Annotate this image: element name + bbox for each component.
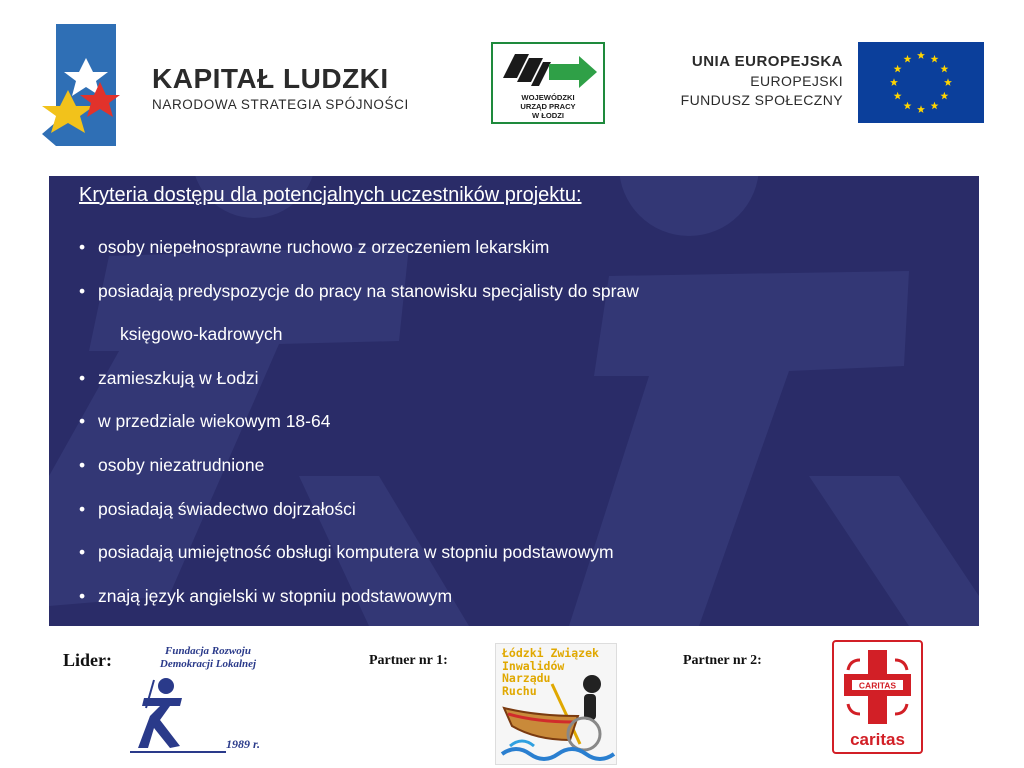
partner1-label: Partner nr 1: — [369, 653, 448, 668]
criteria-item — [79, 367, 639, 411]
kapital-ludzki-title: KAPITAŁ LUDZKI — [152, 63, 389, 94]
eu-star-icon — [890, 78, 898, 86]
kapital-ludzki-wordmark — [152, 64, 409, 112]
bullet-icon: • — [79, 367, 86, 388]
kapital-ludzki-logo-icon — [38, 20, 120, 150]
bullet-icon: • — [79, 585, 86, 606]
eu-star-icon — [894, 92, 902, 100]
eu-star-icon — [894, 65, 902, 73]
kapital-ludzki-subtitle: NARODOWA STRATEGIA SPÓJNOŚCI — [152, 97, 409, 112]
criteria-item-text: księgowo-kadrowych — [120, 324, 283, 345]
criteria-item — [79, 236, 639, 280]
eu-star-icon — [904, 55, 912, 63]
eu-star-icon — [917, 51, 925, 59]
eu-line-2: FUNDUSZ SPOŁECZNY — [680, 92, 843, 108]
eu-star-icon — [931, 55, 939, 63]
criteria-item — [79, 410, 639, 454]
criteria-item — [79, 280, 639, 324]
eu-star-icon — [917, 105, 925, 113]
partner2-label: Partner nr 2: — [683, 653, 762, 668]
lider-year: 1989 r. — [226, 737, 261, 751]
eu-star-icon — [940, 65, 948, 73]
criteria-title: Kryteria dostępu dla potencjalnych uczestników projektu: — [79, 184, 582, 206]
criteria-item-continuation — [79, 323, 639, 367]
eu-star-icon — [931, 102, 939, 110]
criteria-item-text: posiadają świadectwo dojrzałości — [98, 498, 356, 519]
caritas-cross-text: CARITAS — [858, 680, 897, 691]
criteria-item — [79, 585, 639, 626]
criteria-item-text: w przedziale wiekowym 18-64 — [98, 411, 331, 432]
criteria-item-text: znają język angielski w stopniu podstawowym — [98, 585, 453, 606]
eu-fund-text — [681, 52, 843, 110]
caritas-cross-icon — [838, 646, 917, 728]
criteria-item-text: posiadają predyspozycje do pracy na stanowisku specjalisty do spraw — [98, 280, 639, 301]
eu-star-icon — [940, 92, 948, 100]
partner2-logo — [832, 640, 923, 754]
criteria-item-text: osoby niezatrudnione — [98, 454, 265, 475]
bullet-icon: • — [79, 237, 86, 257]
partner1-name: Łódzki Związek Inwalidów Narządu Ruchu — [502, 646, 599, 698]
criteria-item — [79, 498, 639, 542]
criteria-item-text: zamieszkują w Łodzi — [98, 367, 259, 388]
eu-line-1: EUROPEJSKI — [750, 73, 843, 89]
criteria-item — [79, 454, 639, 498]
bullet-icon: • — [79, 498, 86, 519]
criteria-item-text: posiadają umiejętność obsługi komputera w stopniu podstawowym — [98, 542, 614, 563]
lider-name: Fundacja Rozwoju Demokracji Lokalnej — [159, 645, 257, 670]
criteria-item — [79, 541, 639, 585]
bullet-icon: • — [79, 280, 86, 301]
eu-star-icon — [944, 78, 952, 86]
eu-star-icon — [904, 102, 912, 110]
criteria-list — [79, 236, 639, 626]
eu-flag-icon — [858, 42, 984, 123]
criteria-panel — [49, 176, 979, 626]
partner1-logo — [495, 643, 617, 765]
bullet-icon: • — [79, 454, 86, 475]
lider-label: Lider: — [63, 650, 112, 670]
wup-arrow-icon — [499, 48, 599, 92]
bullet-icon: • — [79, 542, 86, 563]
bullet-icon: • — [79, 411, 86, 432]
partner2-name: caritas — [850, 730, 905, 749]
wup-lodz-logo — [491, 42, 605, 124]
wup-name: WOJEWÓDZKI URZĄD PRACY W ŁODZI — [520, 93, 576, 120]
eu-title: UNIA EUROPEJSKA — [691, 53, 843, 70]
criteria-item-text: osoby niepełnosprawne ruchowo z orzeczeniem lekarskim — [98, 237, 550, 257]
